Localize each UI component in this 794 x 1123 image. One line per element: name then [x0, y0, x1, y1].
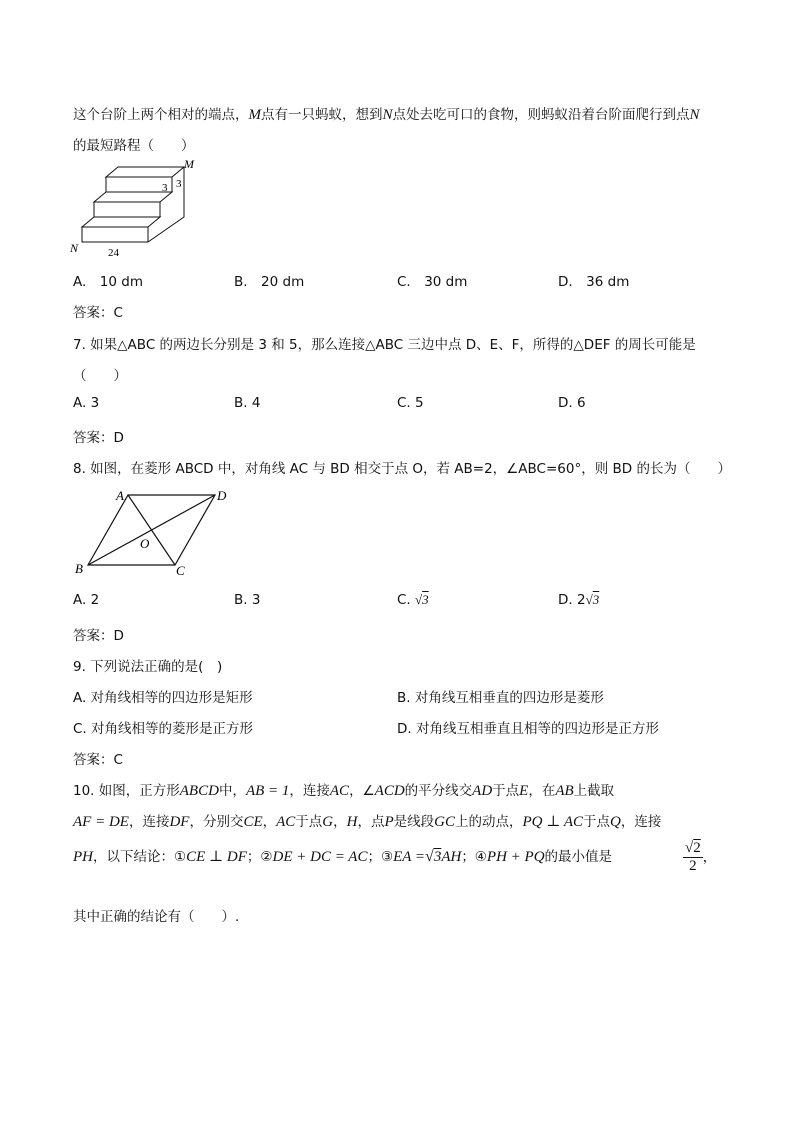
q6-line1	[73, 103, 700, 124]
sqrt-icon: √	[685, 840, 694, 856]
fraction-numerator	[683, 840, 703, 858]
q6-text-b: 点有一只蚂蚁，想到	[261, 107, 383, 123]
q6-var-N2: N	[689, 107, 700, 123]
t: 上截取	[573, 783, 615, 799]
label-M: M	[184, 157, 194, 171]
q10-sqrt-radicand: 3	[433, 849, 442, 865]
q6-answer: 答案：C	[73, 305, 123, 321]
q7-option-d[interactable]: D. 6	[558, 395, 586, 411]
v: AC	[329, 783, 350, 799]
q6-var-N: N	[382, 107, 393, 123]
t: 于点	[492, 783, 520, 799]
v: AB	[555, 783, 574, 799]
q6-var-M: M	[248, 107, 261, 123]
label-B: B	[75, 561, 83, 576]
v: ABCD	[179, 783, 219, 799]
v: H	[346, 814, 358, 830]
v: E	[519, 783, 529, 799]
staircase-figure	[66, 155, 206, 260]
q8-option-c-radicand: 3	[422, 592, 429, 607]
q8-option-b[interactable]: B. 3	[234, 592, 261, 608]
sqrt-icon: √3	[415, 592, 429, 607]
sqrt-icon: √3	[425, 848, 442, 865]
q6-option-c[interactable]: C. 30 dm	[397, 274, 468, 290]
t: 是线段	[393, 814, 435, 830]
t: ；③	[367, 849, 394, 865]
label-C: C	[176, 563, 185, 578]
q6-text-c: 点处去吃可口的食物，则蚂蚁沿着台阶面爬行到点	[392, 107, 690, 123]
q9-option-c[interactable]: C. 对角线相等的菱形是正方形	[73, 721, 254, 737]
q8-option-a[interactable]: A. 2	[73, 592, 100, 608]
q8-option-d-label: D. 2	[558, 592, 586, 608]
q9-answer: 答案：C	[73, 752, 123, 768]
label-N: N	[70, 241, 79, 255]
t: ；④	[461, 849, 487, 865]
fraction	[683, 840, 703, 875]
q10-line3	[73, 845, 612, 866]
step-1-front	[82, 227, 148, 242]
q10-line1	[73, 779, 614, 800]
q9-line1: 9. 下列说法正确的是( )	[73, 659, 223, 675]
q8-option-c-label: C.	[397, 592, 411, 608]
t: ；②	[246, 849, 273, 865]
label-O: O	[140, 536, 150, 551]
q10-fraction	[683, 840, 716, 875]
step-2-front	[94, 202, 160, 217]
t: ，以下结论：①	[93, 849, 187, 865]
frac-num-radicand: 2	[693, 840, 701, 856]
q8-option-c[interactable]	[397, 592, 429, 608]
q6-text-a: 这个台阶上两个相对的端点，	[73, 107, 249, 123]
step-3-top	[106, 167, 184, 177]
v: PH	[73, 849, 93, 865]
t: 于点	[583, 814, 610, 830]
q7-option-b[interactable]: B. 4	[234, 395, 261, 411]
t: ，分别交	[189, 814, 244, 830]
v: EA =	[393, 849, 426, 865]
t: 的平分线交	[404, 783, 473, 799]
fraction-denominator: 2	[689, 858, 697, 874]
v: PQ ⊥ AC	[522, 814, 583, 830]
v: DE + DC = AC	[272, 849, 368, 865]
v: AH	[441, 849, 462, 865]
v: AC	[276, 814, 296, 830]
q7-answer: 答案：D	[73, 430, 124, 446]
v: AD	[472, 783, 493, 799]
t: ，连接	[128, 814, 170, 830]
q8-option-d[interactable]	[558, 592, 599, 608]
t: 上的动点，	[455, 814, 523, 830]
diagonal-BD	[88, 495, 215, 565]
q10-line4: 其中正确的结论有（ ）.	[73, 909, 240, 925]
sqrt-icon: √3	[585, 592, 600, 607]
t: ，	[262, 814, 277, 830]
t: ，	[702, 849, 717, 866]
v: AF = DE	[73, 814, 129, 830]
label-24: 24	[108, 247, 119, 259]
t: ，连接	[289, 783, 330, 799]
v: Q	[610, 814, 621, 830]
v: G	[322, 814, 334, 830]
rhombus-figure	[70, 485, 235, 580]
v: PH + PQ	[486, 849, 545, 865]
v: ACD	[374, 783, 405, 799]
q8-answer: 答案：D	[73, 628, 124, 644]
v: AB = 1	[245, 783, 290, 799]
q6-option-d[interactable]: D. 36 dm	[558, 274, 630, 290]
v: CE	[243, 814, 263, 830]
step-1-top	[82, 217, 160, 227]
q8-line1: 8. 如图，在菱形 ABCD 中，对角线 AC 与 BD 相交于点 O，若 AB=2，∠ABC=60°，则 BD 的长为（ ）	[73, 461, 731, 477]
step-2-top	[94, 192, 172, 202]
v: DF	[169, 814, 190, 830]
q10-line2	[73, 810, 661, 831]
label-D: D	[217, 488, 227, 503]
t: ，在	[528, 783, 556, 799]
t: ，连接	[620, 814, 662, 830]
q7-option-a[interactable]: A. 3	[73, 395, 100, 411]
q7-line2: （ ）	[73, 368, 127, 384]
t: ，点	[357, 814, 385, 830]
t: 的最小值是	[544, 849, 613, 865]
q7-option-c[interactable]: C. 5	[397, 395, 424, 411]
q7-line1: 7. 如果△ABC 的两边长分别是 3 和 5，那么连接△ABC 三边中点 D、E、F，所得的△DEF 的周长可能是	[73, 337, 696, 353]
q6-option-b[interactable]: B. 20 dm	[234, 274, 305, 290]
q9-option-b[interactable]: B. 对角线互相垂直的四边形是菱形	[397, 690, 604, 706]
label-3b: 3	[176, 178, 182, 190]
t: 中，	[218, 783, 246, 799]
label-3a: 3	[162, 182, 168, 194]
q6-line2: 的最短路程（ ）	[73, 138, 195, 154]
v: CE ⊥ DF	[186, 849, 247, 865]
q8-option-d-radicand: 3	[592, 592, 600, 607]
label-A: A	[116, 488, 124, 503]
v: GC	[434, 814, 455, 830]
v: P	[384, 814, 394, 830]
t: ，∠	[349, 783, 375, 799]
q9-option-a[interactable]: A. 对角线相等的四边形是矩形	[73, 690, 253, 706]
t: ，	[333, 814, 347, 830]
q6-option-a[interactable]: A. 10 dm	[73, 274, 143, 290]
t: 10. 如图，正方形	[73, 783, 180, 799]
q9-option-d[interactable]: D. 对角线互相垂直且相等的四边形是正方形	[397, 721, 659, 737]
t: 于点	[295, 814, 323, 830]
